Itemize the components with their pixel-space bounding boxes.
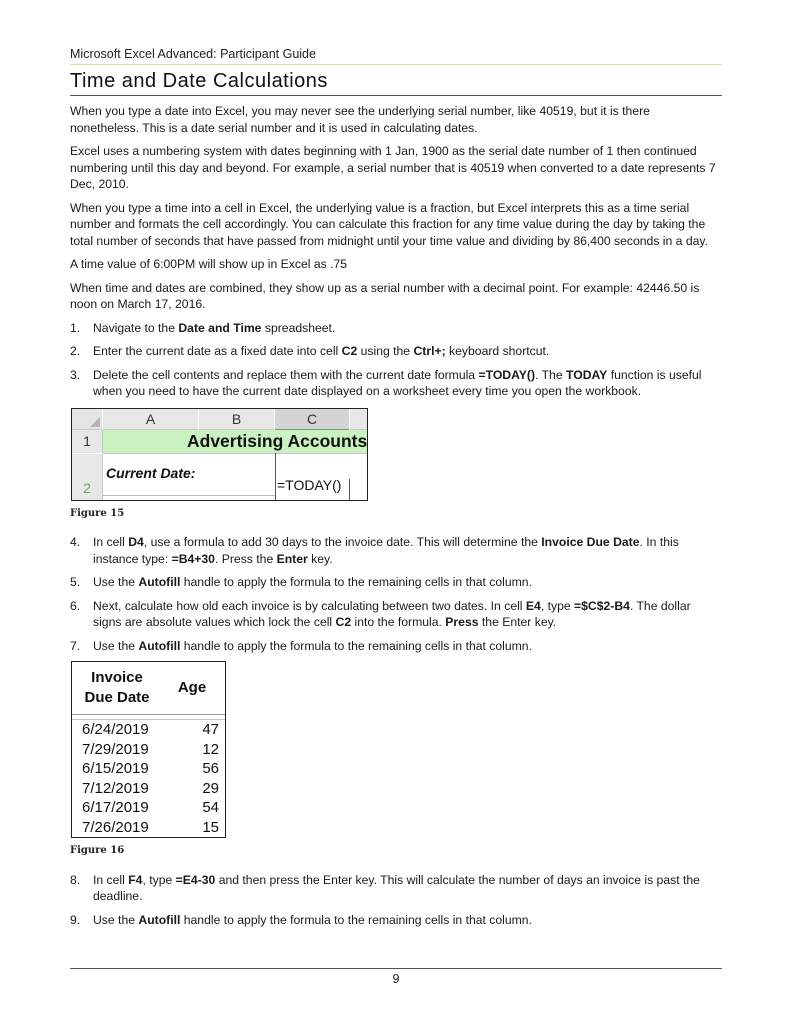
page-title: Time and Date Calculations (70, 70, 328, 92)
step-item: 1. Navigate to the Date and Time spreadsheet. (70, 320, 336, 335)
step-item: 5. Use the Autofill handle to apply the formula to the remaining cells in that column. (70, 575, 532, 589)
header-invoice-due-date: Invoice Due Date (84, 669, 150, 706)
step-item: 3. Delete the cell contents and replace them with the current date formula =TODAY(). The TODAY function is useful when you need to have the current date displayed on a worksheet every time you open the workbook. (70, 367, 702, 398)
title-rule (70, 95, 722, 96)
paragraph: When time and dates are combined, they show up as a serial number with a decimal point. For example: 42446.50 is noon on March 17, 2016. (70, 280, 700, 311)
row-header-2: 2 (72, 454, 103, 500)
column-header-b: B (199, 409, 274, 430)
figure-caption: Figure 15 (70, 507, 125, 519)
today-formula: =TODAY() (277, 476, 342, 493)
table-row: 7/29/2019 12 (82, 740, 219, 758)
table-row: 7/26/2019 15 (82, 818, 219, 836)
table-header (72, 662, 225, 715)
cell-border (349, 479, 350, 500)
header-rule (70, 64, 722, 65)
cell-border (103, 495, 275, 496)
sheet-title: Advertising Accounts (187, 430, 368, 451)
body-text (70, 103, 722, 935)
running-header: Microsoft Excel Advanced: Participant Guide (70, 47, 316, 61)
select-all-corner (72, 409, 102, 430)
table-row: 7/12/2019 29 (82, 779, 219, 797)
figure-16-table (71, 661, 226, 838)
row-header-1: 1 (72, 430, 103, 453)
column-header-blank (350, 409, 368, 430)
figure-15-spreadsheet (71, 408, 368, 501)
paragraph: When you type a date into Excel, you may never see the underlying serial number, like 40519, but it is there nonetheless. This is a date serial number and it is used in calculating dates. (70, 104, 650, 135)
paragraph: When you type a time into a cell in Excel, the underlying value is a fraction, but Excel interprets this as a time serial number and formats the cell accordingly. You can calculate this fraction for any time value during the day by taking the total number of seconds that have passed from midnight until your time value and dividing by 86,400 seconds in a day. (70, 200, 708, 248)
step-item: 8. In cell F4, type =E4-30 and then press the Enter key. This will calculate the number of days an invoice is past the deadline. (70, 872, 700, 903)
step-item: 6. Next, calculate how old each invoice is by calculating between two dates. In cell E4, type =$C$2-B4. The dollar signs are absolute values which lock the cell C2 into the formula. Press the Enter key. (70, 598, 691, 629)
steps-list (70, 534, 722, 654)
column-header-a: A (103, 409, 198, 430)
steps-list (70, 872, 722, 929)
table-row: 6/17/2019 54 (82, 799, 219, 816)
step-item: 7. Use the Autofill handle to apply the formula to the remaining cells in that column. (70, 638, 532, 653)
page-number: 9 (392, 972, 400, 986)
figure-caption: Figure 16 (70, 845, 125, 856)
paragraph: Excel uses a numbering system with dates beginning with 1 Jan, 1900 as the serial date number of 1 then continued numbering until this day and beyond. For example, a serial number that is 40519 when converted to a date represents 7 Dec, 2010. (70, 144, 716, 191)
table-row: 6/24/2019 47 (82, 721, 219, 738)
step-item: 2. Enter the current date as a fixed date into cell C2 using the Ctrl+; keyboard shortcut. (70, 344, 550, 358)
column-header-c: C (275, 409, 349, 431)
footer-rule (70, 968, 722, 969)
header-age: Age (177, 679, 207, 696)
paragraph: A time value of 6:00PM will show up in Excel as .75 (70, 257, 348, 271)
cell-border (275, 453, 276, 500)
step-item: 4. In cell D4, use a formula to add 30 days to the invoice date. This will determine the Invoice Due Date. In this instance type: =B4+30. Press the Enter key. (70, 535, 679, 566)
steps-list (70, 320, 722, 400)
current-date-label: Current Date: (106, 464, 196, 481)
step-item: 9. Use the Autofill handle to apply the formula to the remaining cells in that column. (70, 912, 532, 927)
table-row: 6/15/2019 56 (82, 760, 219, 777)
